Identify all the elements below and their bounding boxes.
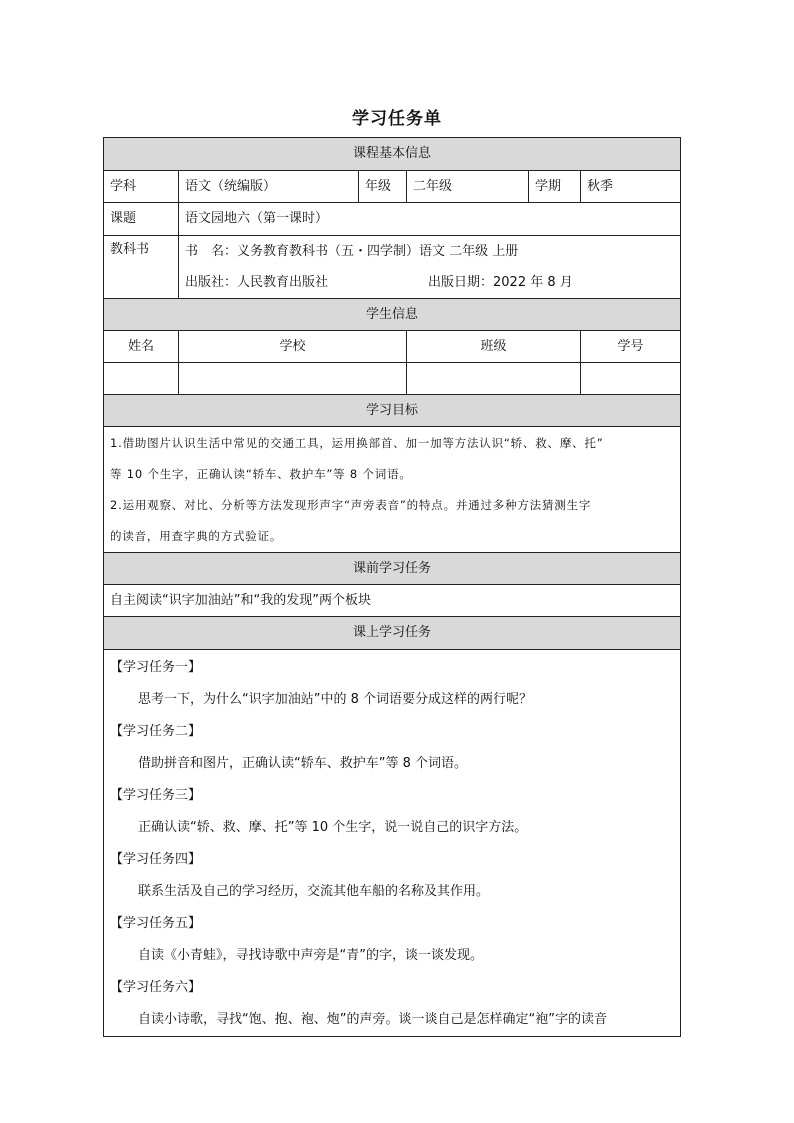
student-info-header: 学生信息 bbox=[104, 299, 681, 331]
task-title: 【学习任务三】 bbox=[110, 788, 202, 803]
task-body: 联系生活及自己的学习经历，交流其他车船的名称及其作用。 bbox=[138, 884, 490, 899]
publisher: 出版社：人民教育出版社 bbox=[185, 275, 329, 290]
pre-class-header: 课前学习任务 bbox=[104, 553, 681, 585]
name-field[interactable] bbox=[104, 363, 179, 395]
task-title: 【学习任务六】 bbox=[110, 980, 202, 995]
school-column-header: 学校 bbox=[179, 331, 407, 363]
pre-class-content: 自主阅读“识字加油站”和“我的发现”两个板块 bbox=[104, 585, 681, 617]
in-class-tasks bbox=[104, 650, 681, 1037]
school-field[interactable] bbox=[179, 363, 407, 395]
grade-value: 二年级 bbox=[407, 171, 529, 203]
task-title: 【学习任务五】 bbox=[110, 916, 202, 931]
class-field[interactable] bbox=[407, 363, 581, 395]
topic-label: 课题 bbox=[104, 203, 179, 236]
page-title: 学习任务单 bbox=[352, 109, 442, 129]
objectives-header: 学习目标 bbox=[104, 395, 681, 427]
student-id-column-header: 学号 bbox=[581, 331, 681, 363]
subject-label: 学科 bbox=[104, 171, 179, 203]
grade-label: 年级 bbox=[359, 171, 407, 203]
task-title: 【学习任务四】 bbox=[110, 852, 202, 867]
textbook-label: 教科书 bbox=[104, 236, 179, 299]
task-sheet-table bbox=[103, 137, 681, 1037]
task-body: 思考一下，为什么“识字加油站”中的 8 个词语要分成这样的两行呢？ bbox=[138, 692, 533, 707]
task-body: 自读《小青蛙》，寻找诗歌中声旁是“青”的字，谈一谈发现。 bbox=[138, 948, 483, 963]
task-body: 借助拼音和图片，正确认读“轿车、救护车”等 8 个词语。 bbox=[138, 756, 468, 771]
course-info-header: 课程基本信息 bbox=[104, 138, 681, 171]
objectives-content bbox=[104, 427, 681, 553]
term-value: 秋季 bbox=[581, 171, 681, 203]
term-label: 学期 bbox=[529, 171, 581, 203]
objective-line: 的读音，用查字典的方式验证。 bbox=[110, 528, 283, 543]
task-title: 【学习任务一】 bbox=[110, 660, 202, 675]
objective-line: 1.借助图片认识生活中常见的交通工具，运用换部首、加一加等方法认识“轿、救、摩、托” bbox=[110, 435, 604, 450]
textbook-details bbox=[179, 236, 681, 299]
objective-line: 2.运用观察、对比、分析等方法发现形声字“声旁表音”的特点。并通过多种方法猜测生字 bbox=[110, 497, 592, 512]
topic-value: 语文园地六（第一课时） bbox=[179, 203, 681, 236]
book-name: 书 名：义务教育教科书（五・四学制）语文 二年级 上册 bbox=[185, 244, 519, 259]
publish-date: 出版日期：2022 年 8 月 bbox=[428, 275, 573, 290]
task-body: 正确认读“轿、救、摩、托”等 10 个生字，说一说自己的识字方法。 bbox=[138, 820, 528, 835]
publisher-row bbox=[185, 267, 674, 298]
task-title: 【学习任务二】 bbox=[110, 724, 202, 739]
subject-value: 语文（统编版） bbox=[179, 171, 359, 203]
student-id-field[interactable] bbox=[581, 363, 681, 395]
objective-line: 等 10 个生字，正确认读“轿车、救护车”等 8 个词语。 bbox=[110, 466, 412, 481]
name-column-header: 姓名 bbox=[104, 331, 179, 363]
task-body: 自读小诗歌，寻找“饱、抱、袍、炮”的声旁。谈一谈自己是怎样确定“袍”字的读音 bbox=[138, 1012, 607, 1027]
in-class-header: 课上学习任务 bbox=[104, 617, 681, 650]
class-column-header: 班级 bbox=[407, 331, 581, 363]
